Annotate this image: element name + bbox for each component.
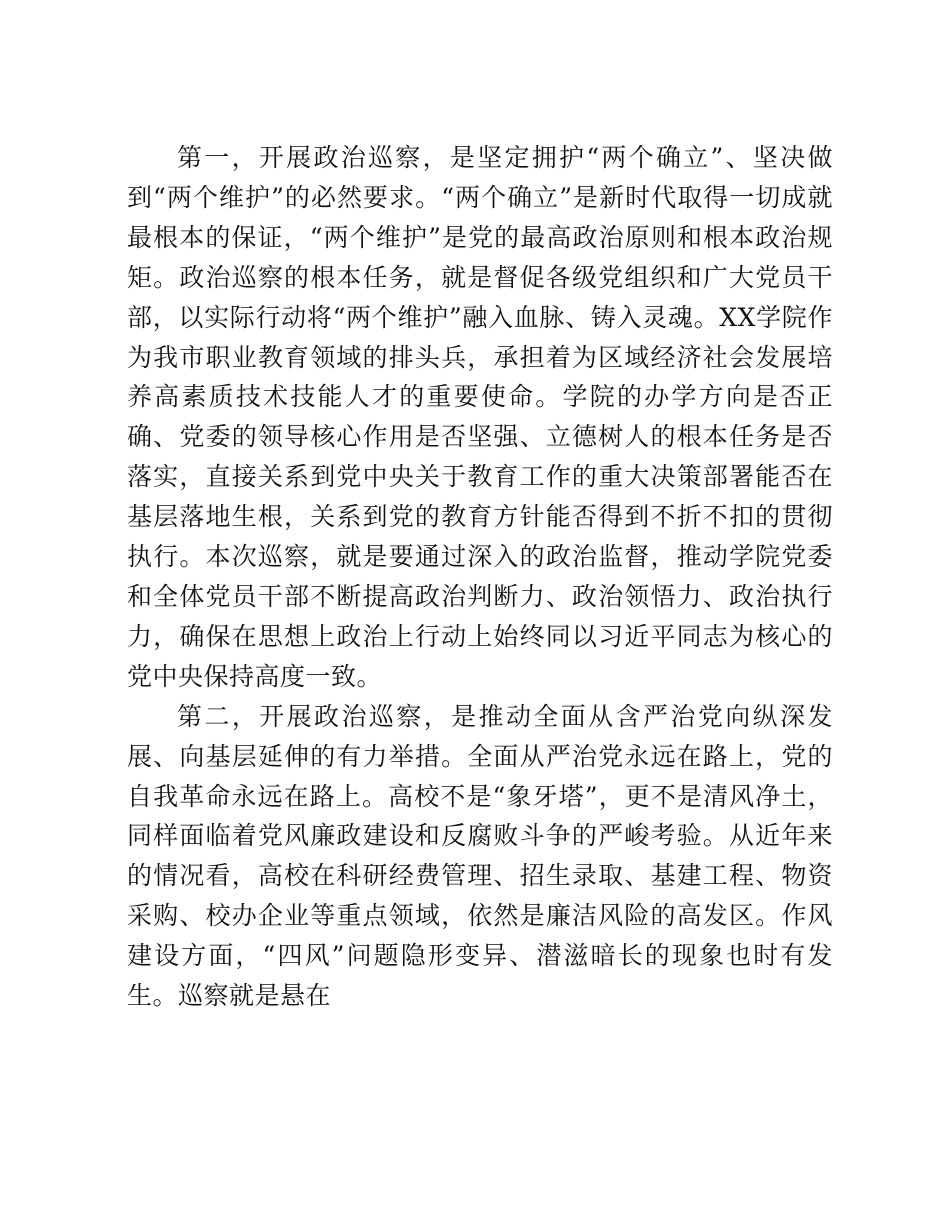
paragraph-1: 第一，开展政治巡察，是坚定拥护“两个确立”、坚决做到“两个维护”的必然要求。“两个确立”是新时代取得一切成就最根本的保证，“两个维护”是党的最高政治原则和根本政治规矩。政治巡察的根本任务，就是督促各级党组织和广大党员干部，以实际行动将“两个维护”融入血脉、铸入灵魂。XX学院作为我市职业教育领域的排头兵，承担着为区域经济社会发展培养高素质技术技能人才的重要使命。学院的办学方向是否正确、党委的领导核心作用是否坚强、立德树人的根本任务是否落实，直接关系到党中央关于教育工作的重大决策部署能否在基层落地生根，关系到党的教育方针能否得到不折不扣的贯彻执行。本次巡察，就是要通过深入的政治监督，推动学院党委和全体党员干部不断提高政治判断力、政治领悟力、政治执行力，确保在思想上政治上行动上始终同以习近平同志为核心的党中央保持高度一致。 — [127, 143, 833, 691]
document-body — [127, 138, 833, 1016]
paragraph-2: 第二，开展政治巡察，是推动全面从含严治党向纵深发展、向基层延伸的有力举措。全面从严治党永远在路上，党的自我革命永远在路上。高校不是“象牙塔”，更不是清风净土，同样面临着党风廉政建设和反腐败斗争的严峻考验。从近年来的情况看，高校在科研经费管理、招生录取、基建工程、物资采购、校办企业等重点领域，依然是廉洁风险的高发区。作风建设方面，“四风”问题隐形变异、潜滋暗长的现象也时有发生。巡察就是悬在 — [127, 701, 833, 1011]
